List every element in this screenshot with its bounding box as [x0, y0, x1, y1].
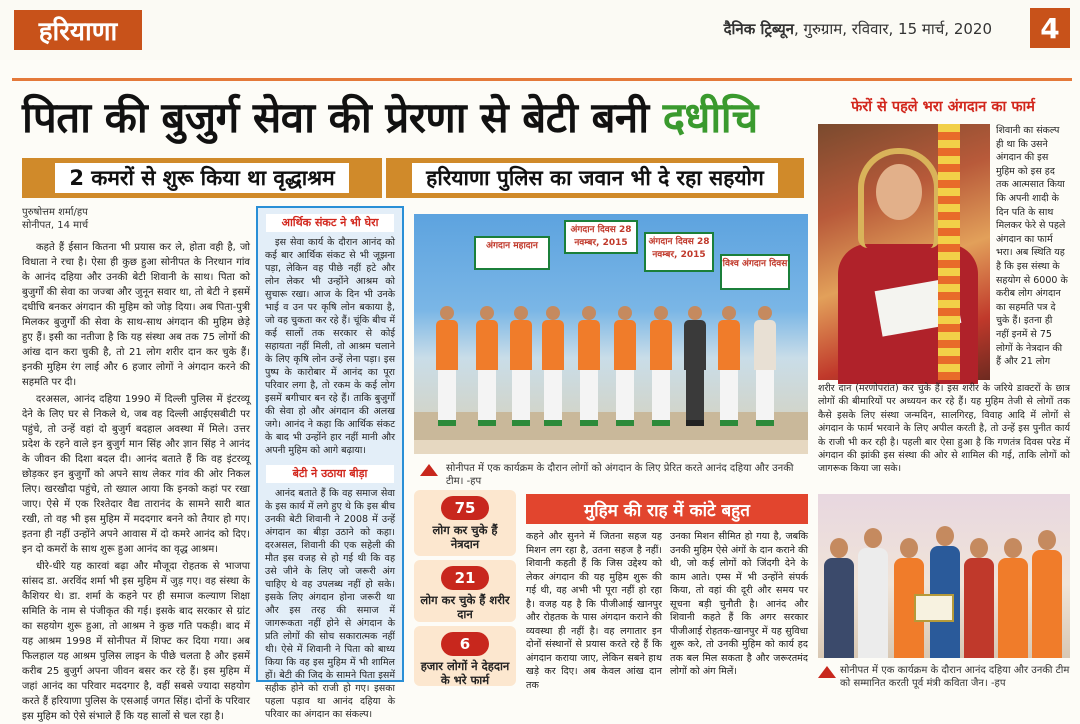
group-photo	[818, 494, 1070, 658]
photo-banner: विश्व अंगदान दिवस	[720, 254, 790, 290]
byline	[22, 206, 88, 232]
box2-paragraph: आनंद बताते हैं कि वह समाज सेवा के इस कार्य में लगे हुए थे कि इस बीच उनकी बेटी शिवानी ने 2008 में उन्हें अंगदान का बीड़ा उठाने को कहा। दरअसल, शिवानी की एक सहेली की मौत इस वजह से हो गई थी कि वह उसे जीने के लिए जो जरूरी अंग चाहिए थे वह उपलब्ध नहीं हो सके। इसके लिए अंगदान होना जरूरी था और इस तरह की समाज में जागरूकता नहीं होने से अंगदान के प्रति लोगों की सोच सकारात्मक नहीं थी। ऐसे में शिवानी ने पिता को बाध्य किया कि वह इस मुहिम में भी शामिल हों। बेटी की जिद के सामने पिता इसमें सहीक होने को राजी हो गए। इसका पहला पड़ाव था आनंद दहिया के परिवार का अंगदान का संकल्प।	[265, 488, 395, 720]
person	[684, 306, 706, 426]
stat-box	[414, 490, 516, 556]
mid-story-title: मुहिम की राह में कांटे बहुत	[526, 494, 808, 524]
page-header	[0, 0, 1080, 60]
person	[1032, 530, 1062, 658]
person	[614, 306, 636, 426]
garland	[938, 124, 960, 380]
bride-face	[876, 164, 922, 220]
stat-label: हजार लोगों ने देहदान के भरे फार्म	[420, 659, 510, 687]
paragraph: कहते हैं ईसान कितना भी प्रयास कर ले, होता वही है, जो विधाता ने रचा है। ऐसा ही कुछ हुआ सोनीपत के निरथान गांव के आनंद दहिया और उनकी बेटी शिवानी के साथ। पिता को बुजुर्गों की सेवा का जज्बा और जुनून सवार था, तो बेटी ने इसमें दधीचि बनकर अंगदान की मुहिम को जोड़ दिया। अब पिता-पुत्री मिलकर बुजुर्गों की सेवा के साथ-साथ अंगदान की मुहिम छेड़े हुए हैं। इसी का नतीजा है कि यह संस्था अब तक 75 लोगों की आंख दान करा चुकी है, तो 21 लोग शरीर दान कर चुके हैं। इनकी मुहिम रंग लाई और 6 हजार लोगों ने अंगदान करने की सहमति पर दी।	[22, 242, 250, 388]
photo-band	[414, 440, 808, 454]
person	[754, 306, 776, 426]
paragraph: दरअसल, आनंद दहिया 1990 में दिल्ली पुलिस में इंटरव्यू देने के लिए घर से निकले थे, जब वह दिल्ली आईएसबीटी पर पहुंचे, तो उन्हें वहां दो बुजुर्ग बदहाल अवस्था में मिले। उत्तर प्रदेश के रहने वाले इन बुजुर्ग मान सिंह और ज्ञान सिंह ने आनंद के जीवन की दिशा बदल दी। आनंद बताते हैं कि वह इंटरव्यू छोड़कर इन बुजुर्गों को अपने साथ लेकर गांव की ओर निकल लिए। खरखौदा पहुंचे, तो ख्याल आया कि इनको कहां पर रखा जाए। ऐसे में एक रिश्तेदार वैद्य तारानंद के सामने सारी बात रखी, तो वह भी इस मुहिम में मददगार बनने को तैयार हो गए। इतना ही नहीं उन्होंने अपने आवास में दो कमरे आनंद को दिए। इन दो कमरों के साथ शुरू हुआ आनंद का वृद्ध आश्रम।	[22, 394, 250, 555]
person	[476, 306, 498, 426]
main-photo-caption: सोनीपत में एक कार्यक्रम के दौरान लोगों को अंगदान के लिए प्रेरित करते आनंद दहिया और उनकी टीम। -हप	[446, 463, 794, 487]
right-story-title: फेरों से पहले भरा अंगदान का फार्म	[851, 99, 1035, 115]
person	[542, 306, 564, 426]
sidebar-box	[256, 206, 404, 720]
box1-paragraph: इस सेवा कार्य के दौरान आनंद को कई बार आर्थिक संकट से भी जूझना पड़ा, लेकिन वह पीछे नहीं हटे और लोन लेकर भी उन्होंने आश्रम को सुचारू रखा। आज के दिन भी उनके भाई व उन पर कृषि लोन बकाया है, जो वह चुकता कर रहे हैं। चूंकि बीच में कई सालों तक सरकार से कोई सहायता नहीं मिली, तो आश्रम चलाने के लिए कृषि लोन उन्हें लेना पड़ा। इस पुष्प के कारोबार में आनंद का पूरा परिवार लगा है, तो रकम के कई लोग इसमें बगीचार बन रहे हैं। ताकि बुजुर्गों की सेवा हो और अंगदान की अलख जगे। आनंद ने कहा कि आर्थिक संकट के बाद भी उन्होंने हार नहीं मानी और अपनी मुहिम को आगे बढ़ाया।	[265, 237, 395, 456]
group-photo-caption: सोनीपत में एक कार्यक्रम के दौरान आनंद दहिया और उनकी टीम को सम्मानित करती पूर्व मंत्री कविता जैन। -हप	[840, 665, 1070, 689]
photo-banner: अंगदान दिवस 28 नवम्बर, 2015	[644, 232, 714, 272]
stat-number: 6	[441, 632, 489, 656]
stat-box	[414, 560, 516, 622]
subhead-2: हरियाणा पुलिस का जवान भी दे रहा सहयोग	[412, 163, 778, 193]
stat-box	[414, 626, 516, 686]
headline-highlight: दधीचि	[662, 93, 758, 142]
byline-author: पुरुषोत्तम शर्मा/हप	[22, 207, 88, 218]
person	[998, 538, 1028, 658]
paper-name: दैनिक ट्रिब्यून	[723, 20, 794, 38]
headline	[22, 88, 758, 145]
right-story-narrow-text: शिवानी का संकल्प ही था कि उसने अंगदान की इस मुहिम को इस हद तक आत्मसात किया कि अपनी शादी के दिन पति के साथ मिलकर फेरे से पहले अंगदान का फार्म भरा। अब स्थिति यह है कि इस संस्था के सहयोग से 6000 के करीब लोग अंगदान का सहमति पत्र दे चुके हैं। इतना ही नहीं इनमें से 75 लोगों के नेत्रदान की हैं और 21 लोग	[996, 125, 1068, 368]
main-photo	[414, 214, 808, 454]
place-date: , गुरुग्राम, रविवार, 15 मार्च, 2020	[793, 20, 992, 38]
masthead	[724, 19, 992, 39]
photo-banner: अंगदान दिवस 28 नवम्बर, 2015	[564, 220, 638, 254]
person	[964, 538, 994, 658]
box2-text	[258, 487, 402, 721]
subhead-bar-1	[22, 158, 382, 198]
person	[858, 528, 888, 658]
right-story-wide-text: शरीर दान (मरणोपरांत) कर चुके हैं। इस शरीर के जरिये डाक्टरों के छात्र लोगों की बीमारियों पर अध्ययन कर रहे हैं। यह मुहिम तेजी से लोगों तक कैसे इसके लिए संस्था जन्मदिन, सालगिरह, विवाह आदि में लोगों से अंगदान के फार्म भरवाने के लिए अपील करती है, तो उन्हें इस पुनीत कार्य के राजी भी कर रही है। पहली बार ऐसा हुआ है कि गणतंत्र दिवस परेड में अंगदान की झांकी इस संस्था की ओर से शामिल की गई, ताकि लोगों को जागरूक किया जा सके।	[818, 383, 1070, 475]
box1-title: आर्थिक संकट ने भी घेरा	[266, 214, 394, 232]
person	[650, 306, 672, 426]
stat-label: लोग कर चुके हैं नेत्रदान	[432, 523, 498, 551]
subhead-1: 2 कमरों से शुरू किया था वृद्धाश्रम	[55, 163, 348, 193]
caption-marker-icon	[818, 666, 836, 678]
box2-title: बेटी ने उठाया बीड़ा	[266, 465, 394, 483]
box1-text	[258, 236, 402, 457]
person	[510, 306, 532, 426]
mid-story-col-2: उनका मिशन सीमित हो गया है, जबकि उनकी मुहिम ऐसे अंगों के दान कराने की थी, जो कई लोगों को जिंदगी देने के काम आते। एम्स में भी उन्होंने संपर्क किया, तो वहां की दूरी और समय पर सूचना बड़ी चुनौती है। आनंद और शिवानी कहते हैं कि अगर सरकार पीजीआई रोहतक-खानपुर में यह सुविधा शुरू करे, तो उनकी मुहिम को कार्य हद तक बल मिल सकता है और जरूरतमंद लोगों को अंग मिलें।	[670, 531, 808, 677]
subhead-bar-2	[386, 158, 804, 198]
byline-place: सोनीपत, 14 मार्च	[22, 220, 89, 231]
caption-marker-icon	[420, 464, 438, 476]
mid-story-col-1: कहने और सुनने में जितना सहज यह मिशन लग रहा है, उतना सहज है नहीं। शिवानी कहती हैं कि जिस उद्देश्य को लेकर अंगदान की यह मुहिम शुरू की गई थी, वह अभी भी पूरा नहीं हो रहा है। वजह यह है कि पीजीआई खानपुर और रोहतक के पास अंगदान कराने की व्यवस्था ही नहीं है। वह लगातार इन दोनों संस्थानों से प्रयास करते रहे हैं कि अंगदान कराया जाए, लेकिन सबने हाथ खड़े कर दिए। अब केवल आंख दान तक	[526, 531, 662, 691]
bride-photo	[818, 124, 990, 380]
paragraph: धीरे-धीरे यह कारवां बढ़ा और मौजूदा रोहतक से भाजपा सांसद डा. अरविंद शर्मा भी इस मुहिम में जुड़ गए। वह संस्था के कैशियर थे। डा. शर्मा के कहने पर ही समाज कल्याण शिक्षा समिति के नाम से पंजीकृत की गई। इसके बाद सरकार से ग्रांट का सहयोग शुरू हुआ, तो आश्रम ने कुछ गति पकड़ी। बाद में यह आश्रम 1998 में सोनीपत में शिफ्ट कर दिया गया। अब फिलहाल यह आश्रम पुलिस लाइन के पीछे चलता है और इसमें करीब 25 बुजुर्ग अपना जीवन बसर कर रहे हैं। इस मुहिम में जहां आनंद का परिवार मददगार है, वहीं सबसे ज्यादा सहयोग करते हैं हरियाणा पुलिस के एसआई जगत सिंह। दोनों के परिवार इस मुहिम को ऐसे संभाले हैं कि यह सालों से चल रहा है।	[22, 561, 250, 722]
article-body-left	[22, 240, 250, 722]
headline-main: पिता की बुजुर्ग सेवा की प्रेरणा से बेटी बनी	[22, 93, 663, 142]
stat-label: लोग कर चुके हैं शरीर दान	[420, 593, 510, 621]
person	[930, 526, 960, 658]
person	[718, 306, 740, 426]
person	[436, 306, 458, 426]
stat-number: 21	[441, 566, 489, 590]
person	[578, 306, 600, 426]
photo-banner: अंगदान महादान	[474, 236, 550, 270]
stat-number: 75	[441, 496, 489, 520]
section-tag: हरियाणा	[14, 10, 142, 50]
person	[824, 538, 854, 658]
page-number: 4	[1030, 8, 1070, 48]
certificate	[914, 594, 954, 622]
